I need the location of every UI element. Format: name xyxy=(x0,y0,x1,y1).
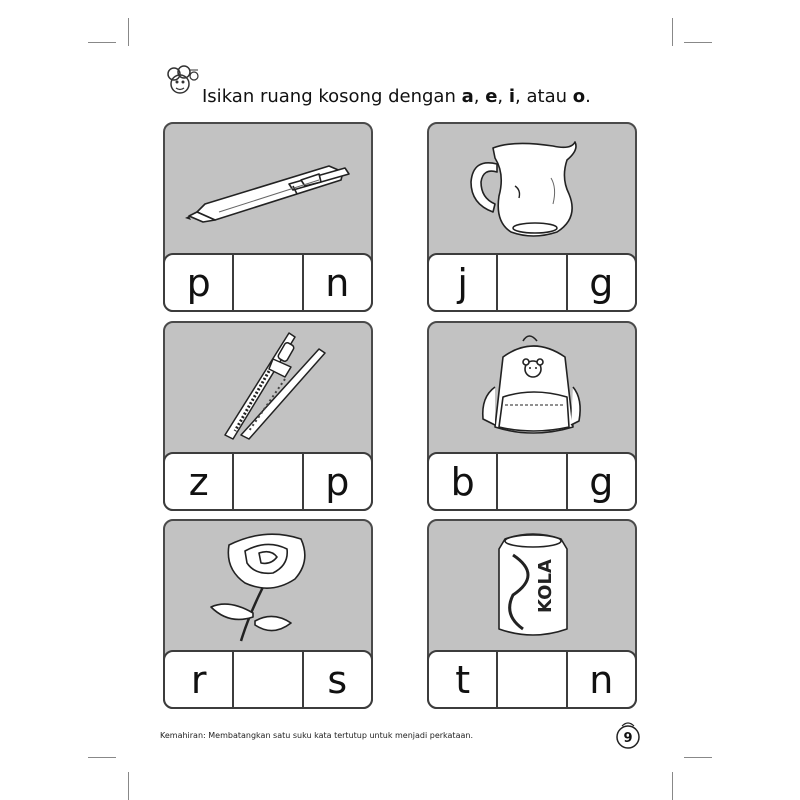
first-letter: j xyxy=(429,255,498,310)
skill-note: Kemahiran: Membatangkan satu suku kata tertutup untuk menjadi perkataan. xyxy=(160,731,473,740)
blank-vowel-box[interactable] xyxy=(234,255,303,310)
crop-mark xyxy=(128,772,129,800)
last-letter: n xyxy=(589,657,614,702)
letter-boxes xyxy=(427,253,637,312)
pen-icon xyxy=(169,128,367,246)
page-number-badge xyxy=(612,718,644,750)
crop-mark xyxy=(88,757,116,758)
letter-boxes xyxy=(427,650,637,709)
backpack-icon xyxy=(433,327,631,445)
rose-icon xyxy=(169,525,367,643)
blank-vowel-box[interactable] xyxy=(234,652,303,707)
word-card xyxy=(427,321,637,511)
last-letter: g xyxy=(589,459,614,504)
crop-mark xyxy=(684,42,712,43)
word-card xyxy=(163,519,373,709)
letter-boxes xyxy=(163,650,373,709)
page-number: 9 xyxy=(623,731,633,746)
blank-vowel-box[interactable] xyxy=(498,652,567,707)
mascot-icon xyxy=(160,62,206,102)
first-letter: t xyxy=(429,652,498,707)
first-letter: z xyxy=(165,454,234,509)
blank-vowel-box[interactable] xyxy=(234,454,303,509)
crop-mark xyxy=(672,772,673,800)
soda-can-icon xyxy=(433,525,631,643)
crop-mark xyxy=(672,18,673,46)
letter-boxes xyxy=(163,452,373,511)
blank-vowel-box[interactable] xyxy=(498,255,567,310)
header xyxy=(160,62,680,108)
last-letter: g xyxy=(589,260,614,305)
zipper-icon xyxy=(169,327,367,445)
word-card xyxy=(427,519,637,709)
crop-mark xyxy=(684,757,712,758)
word-card xyxy=(163,321,373,511)
first-letter: p xyxy=(165,255,234,310)
instruction-text: Isikan ruang kosong dengan a, e, i, atau o. xyxy=(202,86,591,107)
last-letter: s xyxy=(327,657,348,702)
letter-boxes xyxy=(427,452,637,511)
blank-vowel-box[interactable] xyxy=(498,454,567,509)
word-card xyxy=(163,122,373,312)
jug-icon xyxy=(433,128,631,246)
letter-boxes xyxy=(163,253,373,312)
last-letter: p xyxy=(325,459,350,504)
first-letter: r xyxy=(165,652,234,707)
first-letter: b xyxy=(429,454,498,509)
crop-mark xyxy=(128,18,129,46)
can-label: KOLA xyxy=(535,559,556,613)
word-card xyxy=(427,122,637,312)
last-letter: n xyxy=(325,260,350,305)
crop-mark xyxy=(88,42,116,43)
